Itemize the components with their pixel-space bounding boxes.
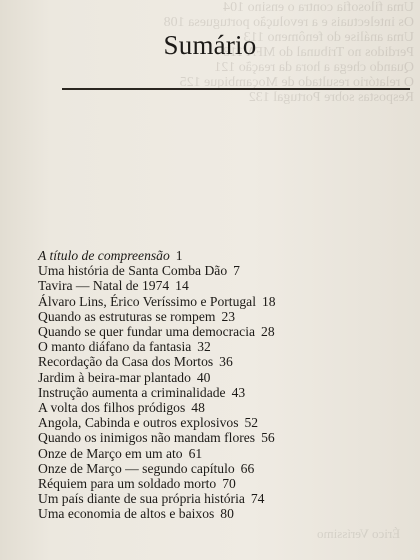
bleed-through-text: Uma filosofia contra o ensino 104 Os intelectuais e a revolução portuguesa 108 Uma análise do fenômeno 113 Perdidos no Tribunal do MFA 118 Quando chega a hora da reação 121 O relatório resultado de Moçambique 125 Respostas sobre Portugal 132: [163, 0, 414, 105]
toc-entry-title: Álvaro Lins, Érico Veríssimo e Portugal: [38, 293, 256, 309]
toc-entry-page: 23: [221, 308, 236, 324]
toc-entry-title: Onze de Março em um ato: [38, 445, 183, 461]
toc-entry-title: Angola, Cabinda e outros explosivos: [38, 415, 239, 431]
page-title: Sumário: [163, 30, 257, 60]
toc-entry-page: 36: [219, 354, 233, 370]
toc-entry: [38, 248, 410, 263]
toc-entry: [38, 446, 410, 461]
toc-entry-page: 80: [220, 506, 234, 522]
toc-entry-title: Tavira — Natal de 1974: [38, 278, 170, 294]
toc-entry: [38, 415, 410, 430]
toc-entry: [38, 461, 410, 476]
toc-entry: [38, 309, 410, 324]
toc-entry: [38, 278, 410, 293]
toc-entry-title: Réquiem para um soldado morto: [38, 476, 217, 492]
toc-entry-page: 61: [188, 445, 203, 461]
toc-entry: [38, 476, 410, 491]
toc-entry: [38, 354, 410, 369]
toc-entry-page: 7: [233, 263, 240, 279]
toc-entry: [38, 506, 410, 521]
toc-entry: [38, 294, 410, 309]
toc-entry-page: 56: [261, 430, 275, 446]
toc-entry: [38, 263, 410, 278]
toc-entry-title: Um país diante de sua própria história: [38, 491, 245, 507]
toc-entry-page: 32: [197, 339, 211, 355]
toc-entry-page: 14: [175, 278, 189, 294]
toc-entry-page: 66: [240, 460, 255, 476]
toc-entry-title: Quando os inimigos não mandam flores: [38, 430, 256, 446]
toc-entry-page: 48: [191, 400, 205, 416]
toc-entry: [38, 430, 410, 445]
toc-entry-title: Instrução aumenta a criminalidade: [38, 384, 226, 400]
toc-entry-title: Quando as estruturas se rompem: [38, 308, 216, 324]
title-rule: [62, 88, 410, 90]
toc-entry: [38, 370, 410, 385]
toc-entry-page: 74: [250, 491, 265, 507]
toc-entry-title: Recordação da Casa dos Mortos: [38, 354, 214, 370]
toc-entry-page: 43: [231, 384, 246, 400]
toc-entry-title: A volta dos filhos pródigos: [38, 400, 186, 416]
toc-entry-page: 28: [261, 324, 275, 340]
toc-entry-title: A título de compreensão: [38, 248, 170, 263]
toc-entry: [38, 339, 410, 354]
toc-entry: [38, 400, 410, 415]
toc-entry-title: Quando se quer fundar uma democracia: [38, 324, 256, 340]
toc-entry-page: 70: [222, 476, 236, 492]
toc-entry-title: Uma economia de altos e baixos: [38, 506, 215, 522]
toc-entry: [38, 324, 410, 339]
toc-entry: [38, 385, 410, 400]
toc-entry-page: 40: [196, 369, 211, 385]
toc-entry-title: Uma história de Santa Comba Dão: [38, 263, 228, 279]
toc-entry-title: Onze de Março — segundo capítulo: [38, 460, 235, 476]
toc-entry-title: O manto diáfano da fantasia: [38, 339, 192, 355]
toc-entry-title: Jardim à beira-mar plantado: [38, 369, 191, 385]
table-of-contents: [38, 248, 410, 522]
toc-entry-page: 18: [261, 293, 276, 309]
toc-entry: [38, 491, 410, 506]
bleed-through-signature: Érico Veríssimo: [316, 526, 400, 541]
toc-entry-page: 1: [175, 248, 183, 263]
toc-entry-page: 52: [244, 415, 259, 431]
